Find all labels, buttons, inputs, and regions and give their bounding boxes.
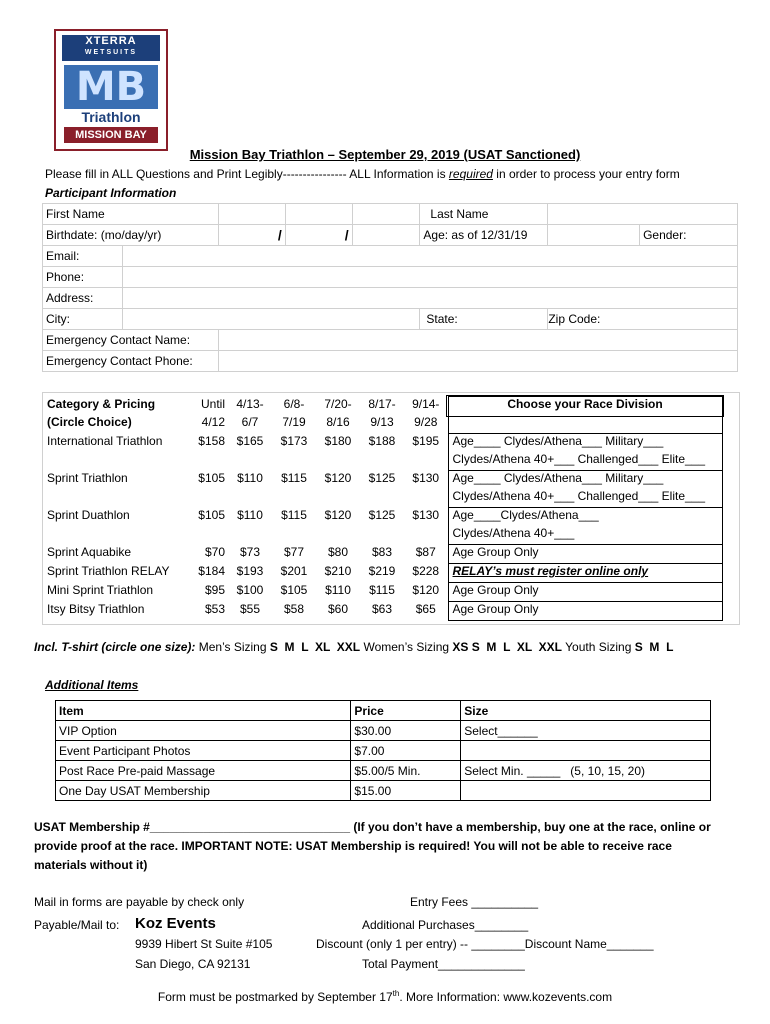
- price-cell[interactable]: $180: [324, 433, 352, 448]
- price-cell[interactable]: $58: [283, 601, 305, 616]
- price-cell[interactable]: $115: [281, 507, 307, 522]
- race-sprint-triathlon[interactable]: Sprint Triathlon: [47, 470, 128, 485]
- price-cell[interactable]: $53: [204, 601, 225, 616]
- address-input[interactable]: [122, 288, 737, 309]
- city-label: City:: [43, 309, 123, 330]
- division-options[interactable]: Clydes/Athena 40+___: [448, 526, 722, 545]
- price-cell[interactable]: $130: [412, 507, 440, 522]
- date-col-3b: 8/16: [326, 415, 350, 429]
- price-cell[interactable]: $120: [412, 582, 440, 597]
- price-cell[interactable]: $100: [236, 582, 264, 597]
- email-label: Email:: [43, 246, 123, 267]
- price-cell[interactable]: $228: [412, 563, 440, 578]
- date-col-2: 6/8-: [283, 396, 305, 411]
- division-options[interactable]: Age____ Clydes/Athena___ Military___: [448, 471, 722, 490]
- birthdate-slash-1[interactable]: /: [218, 225, 285, 246]
- price-cell[interactable]: $219: [368, 563, 396, 578]
- price-cell[interactable]: $110: [237, 470, 263, 485]
- phone-input[interactable]: [122, 267, 737, 288]
- relay-note: RELAY’s must register online only: [448, 564, 722, 583]
- price-cell[interactable]: $165: [236, 433, 264, 448]
- logo-brand: XTERRA: [85, 35, 137, 47]
- item-price: $30.00: [351, 721, 461, 741]
- race-sprint-aquabike[interactable]: Sprint Aquabike: [47, 544, 132, 559]
- womens-sizing-label: Women’s Sizing: [363, 640, 450, 654]
- price-cell[interactable]: $201: [280, 563, 308, 578]
- youth-sizing-label: Youth Sizing: [565, 640, 632, 654]
- emergency-name-input[interactable]: [218, 330, 737, 351]
- logo-sub: WETSUITS: [84, 49, 138, 56]
- price-cell[interactable]: $55: [239, 601, 261, 616]
- price-cell[interactable]: $83: [371, 544, 393, 559]
- instructions-c: in order to process your entry form: [492, 167, 680, 181]
- price-cell[interactable]: $158: [198, 433, 225, 448]
- address-line-1: 9939 Hibert St Suite #105: [135, 937, 273, 951]
- item-photos[interactable]: Event Participant Photos: [56, 741, 351, 761]
- race-international[interactable]: International Triathlon: [47, 433, 163, 448]
- price-cell[interactable]: $193: [236, 563, 264, 578]
- division-options[interactable]: Age Group Only: [448, 583, 722, 602]
- date-col-4b: 9/13: [370, 415, 394, 429]
- price-cell[interactable]: $120: [324, 507, 352, 522]
- additional-purchases[interactable]: Additional Purchases________: [362, 918, 529, 932]
- division-options[interactable]: Clydes/Athena 40+___ Challenged___ Elite___: [448, 452, 722, 471]
- price-cell[interactable]: $95: [204, 582, 225, 597]
- race-itsy-bitsy[interactable]: Itsy Bitsy Triathlon: [47, 601, 145, 616]
- address-line-2: San Diego, CA 92131: [135, 957, 251, 971]
- logo-letters: MB: [64, 65, 158, 109]
- footer-a: Form must be postmarked by September 17: [157, 990, 393, 1004]
- item-usat[interactable]: One Day USAT Membership: [56, 781, 351, 801]
- race-sprint-duathlon[interactable]: Sprint Duathlon: [47, 507, 130, 522]
- pricing-table: [44, 396, 723, 621]
- email-input[interactable]: [122, 246, 737, 267]
- phone-label: Phone:: [43, 267, 123, 288]
- usat-line-3: materials without it): [34, 858, 148, 872]
- address-label: Address:: [43, 288, 123, 309]
- price-cell[interactable]: $115: [369, 582, 395, 597]
- date-col-2b: 7/19: [282, 415, 306, 429]
- footer-sup: th: [392, 989, 400, 998]
- price-cell[interactable]: $105: [198, 507, 225, 522]
- price-cell[interactable]: $115: [281, 470, 307, 485]
- logo-place: MISSION BAY: [64, 127, 158, 143]
- division-head: Choose your Race Division: [448, 397, 722, 416]
- payable-label: Payable/Mail to:: [34, 918, 120, 932]
- instructions: [45, 167, 680, 181]
- items-header-price: Price: [351, 701, 461, 721]
- discount-line[interactable]: Discount (only 1 per entry) -- ________Discount Name_______: [316, 937, 654, 951]
- womens-sizes[interactable]: XS S M L XL XXL: [452, 640, 562, 654]
- price-cell[interactable]: $105: [280, 582, 308, 597]
- date-col-1: 4/13-: [236, 396, 264, 411]
- division-options[interactable]: Age____ Clydes/Athena___ Military___: [448, 434, 722, 453]
- last-name-input[interactable]: [548, 204, 738, 225]
- date-col-3: 7/20-: [324, 396, 352, 411]
- item-price: $15.00: [351, 781, 461, 801]
- division-options[interactable]: Age Group Only: [448, 602, 722, 621]
- city-input[interactable]: [122, 309, 419, 330]
- zip-label: Zip Code:: [548, 309, 738, 330]
- race-sprint-relay[interactable]: Sprint Triathlon RELAY: [47, 563, 170, 578]
- youth-sizes[interactable]: S M L: [634, 640, 674, 654]
- tshirt-line: [34, 640, 673, 654]
- price-cell[interactable]: $60: [327, 601, 349, 616]
- item-size[interactable]: Select Min. _____ (5, 10, 15, 20): [461, 761, 711, 781]
- price-cell[interactable]: $125: [368, 507, 396, 522]
- emergency-phone-label: Emergency Contact Phone:: [43, 351, 219, 372]
- birthdate-label: Birthdate: (mo/day/yr): [43, 225, 219, 246]
- last-name-label: Last Name: [420, 204, 548, 225]
- price-cell[interactable]: $188: [368, 433, 396, 448]
- pricing-head-1: Category & Pricing: [47, 396, 156, 411]
- item-massage[interactable]: Post Race Pre-paid Massage: [56, 761, 351, 781]
- price-cell[interactable]: $110: [325, 582, 351, 597]
- xterra-banner: [62, 35, 160, 61]
- pricing-head-2: (Circle Choice): [47, 415, 132, 429]
- price-cell[interactable]: $130: [412, 470, 440, 485]
- price-cell[interactable]: $184: [198, 563, 225, 578]
- first-name-input[interactable]: [218, 204, 285, 225]
- instructions-required: required: [448, 167, 493, 181]
- item-vip[interactable]: VIP Option: [56, 721, 351, 741]
- age-label: Age: as of 12/31/19: [420, 225, 548, 246]
- item-size[interactable]: [461, 741, 711, 761]
- price-cell[interactable]: $173: [280, 433, 308, 448]
- price-cell[interactable]: $80: [327, 544, 349, 559]
- company-name: Koz Events: [135, 915, 216, 932]
- mail-note: Mail in forms are payable by check only: [34, 895, 245, 909]
- total-payment[interactable]: Total Payment_____________: [362, 957, 525, 971]
- additional-items-table: [55, 700, 711, 801]
- division-options[interactable]: Age____Clydes/Athena___: [448, 508, 722, 527]
- instructions-a: Please fill in ALL Questions and Print Legibly---------------- ALL Information is: [45, 167, 449, 181]
- date-col-0b: 4/12: [201, 415, 225, 429]
- footer-note: [0, 989, 770, 1004]
- state-label: State:: [420, 309, 548, 330]
- item-size[interactable]: Select______: [461, 721, 711, 741]
- price-cell[interactable]: $87: [415, 544, 436, 559]
- date-col-5: 9/14-: [412, 396, 440, 411]
- price-cell[interactable]: $73: [239, 544, 261, 559]
- additional-heading: Additional Items: [45, 678, 139, 692]
- tshirt-label: Incl. T-shirt (circle one size):: [34, 640, 196, 654]
- mens-sizes[interactable]: S M L XL XXL: [269, 640, 361, 654]
- item-size[interactable]: [461, 781, 711, 801]
- date-col-5b: 9/28: [414, 415, 438, 429]
- usat-line-1[interactable]: USAT Membership #______________________________ (If you don’t have a membership, buy one at the race, online or: [34, 820, 711, 834]
- price-cell[interactable]: $125: [368, 470, 396, 485]
- division-options[interactable]: Age Group Only: [448, 545, 722, 564]
- price-cell[interactable]: $110: [237, 507, 263, 522]
- item-price: $7.00: [351, 741, 461, 761]
- price-cell[interactable]: $195: [412, 433, 440, 448]
- price-cell[interactable]: $65: [415, 601, 436, 616]
- price-cell[interactable]: $77: [283, 544, 305, 559]
- gender-label: Gender:: [640, 225, 738, 246]
- participant-table: [42, 203, 738, 372]
- page-title: Mission Bay Triathlon – September 29, 2019 (USAT Sanctioned): [189, 147, 581, 162]
- price-cell[interactable]: $63: [371, 601, 393, 616]
- emergency-phone-input[interactable]: [218, 351, 737, 372]
- emergency-name-label: Emergency Contact Name:: [43, 330, 219, 351]
- entry-fees[interactable]: Entry Fees __________: [410, 895, 539, 909]
- usat-line-2: provide proof at the race. IMPORTANT NOTE: USAT Membership is required! You will not be able to receive race: [34, 839, 672, 853]
- item-price: $5.00/5 Min.: [351, 761, 461, 781]
- birthdate-slash-2[interactable]: /: [285, 225, 352, 246]
- price-cell[interactable]: $210: [324, 563, 352, 578]
- date-col-1b: 6/7: [241, 415, 259, 429]
- items-header-item: Item: [56, 701, 351, 721]
- participant-heading: Participant Information: [45, 186, 177, 200]
- race-mini-sprint[interactable]: Mini Sprint Triathlon: [47, 582, 154, 597]
- division-options[interactable]: Clydes/Athena 40+___ Challenged___ Elite___: [448, 489, 722, 508]
- logo-word: Triathlon: [81, 109, 141, 125]
- mission-bay-logo: [54, 29, 168, 151]
- mens-sizing-label: Men’s Sizing: [198, 640, 267, 654]
- price-cell[interactable]: $120: [324, 470, 352, 485]
- price-cell[interactable]: $70: [204, 544, 225, 559]
- date-col-4: 8/17-: [368, 396, 396, 411]
- date-col-0: Until: [200, 396, 225, 411]
- price-cell[interactable]: $105: [198, 470, 225, 485]
- items-header-size: Size: [461, 701, 711, 721]
- first-name-label: First Name: [43, 204, 219, 225]
- footer-b: . More Information: www.kozevents.com: [399, 990, 613, 1004]
